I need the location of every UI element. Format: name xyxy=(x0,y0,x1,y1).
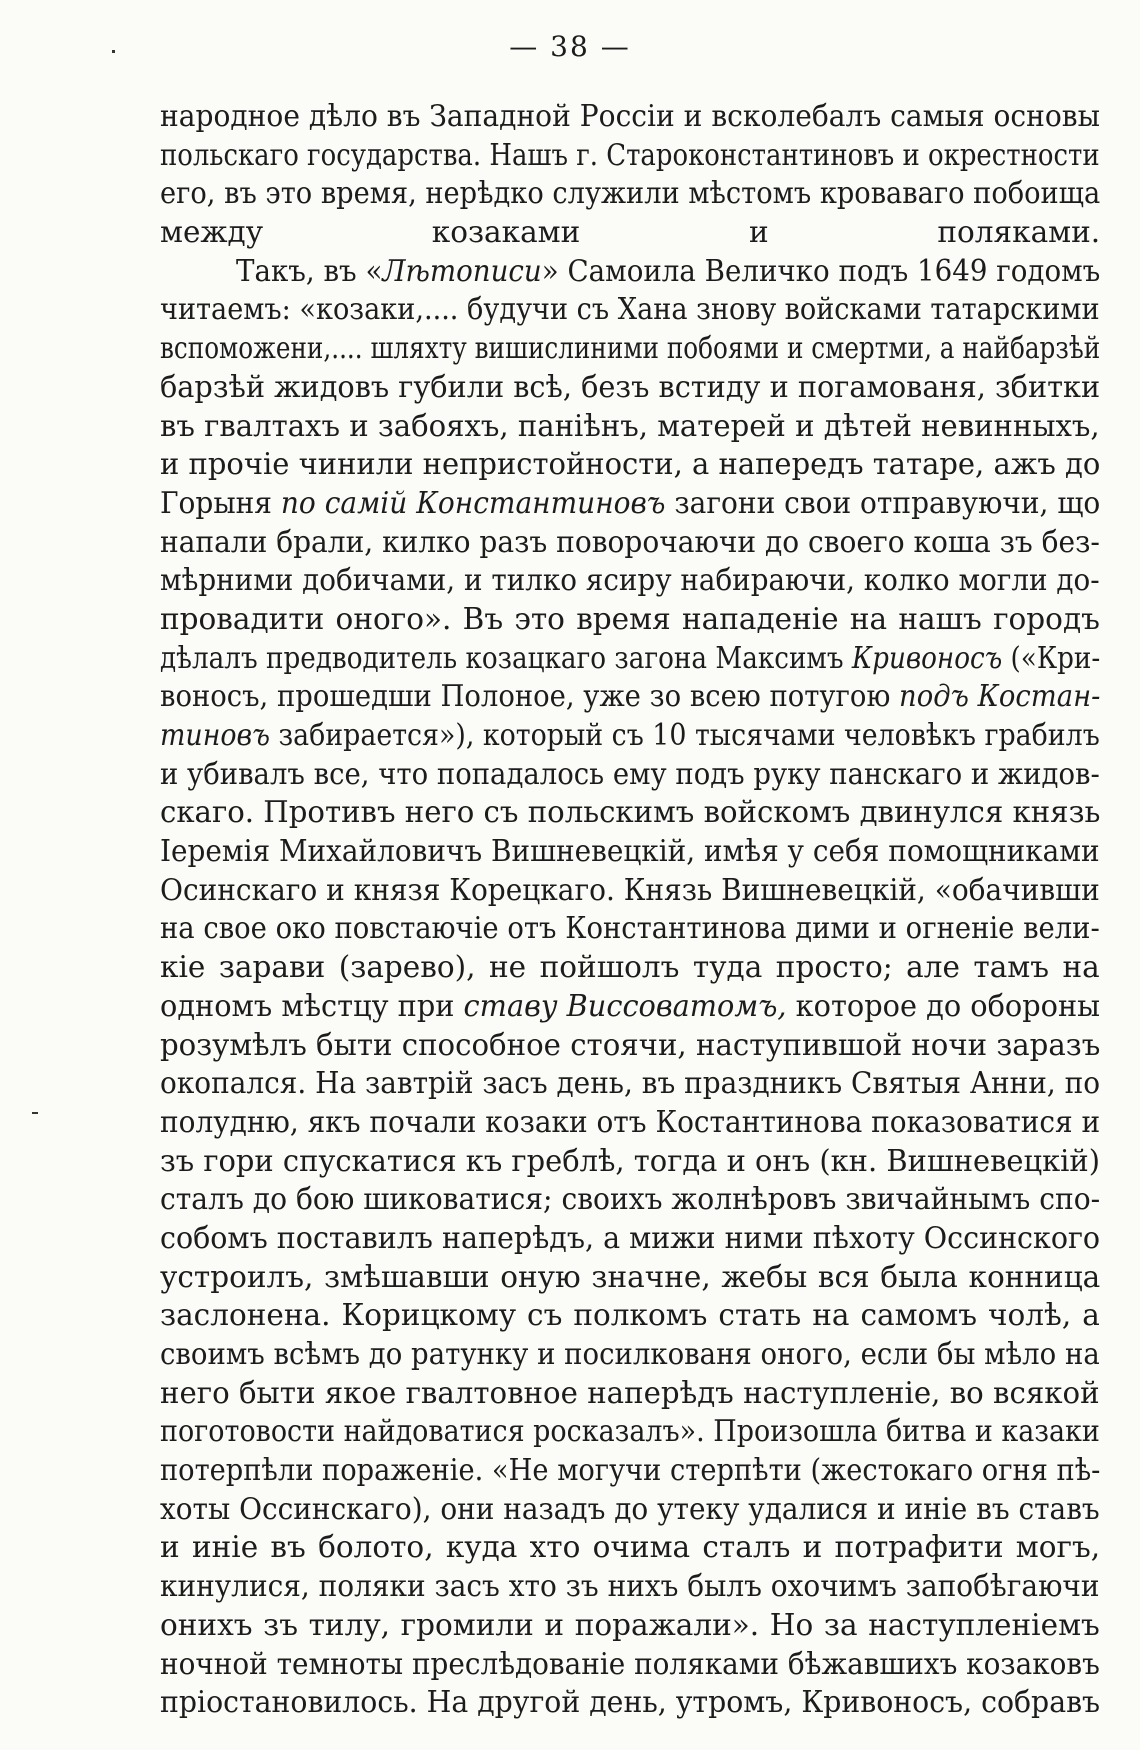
text-line xyxy=(160,1683,1100,1722)
text-segment: барзѣй жидовъ губили всѣ, безъ встиду и погамованя, збитки xyxy=(160,369,1100,404)
text-segment: розумѣлъ быти способное стоячи, наступившой ночи заразъ xyxy=(160,1027,1100,1062)
text-segment: пріостановилось. На другой день, утромъ, Кривоносъ, собравъ xyxy=(160,1685,1100,1720)
text-segment: Такъ, въ « xyxy=(236,253,383,288)
text-line xyxy=(160,523,1100,562)
text-line xyxy=(160,871,1100,910)
text-line xyxy=(160,445,1100,484)
text-segment: окопался. На завтрій засъ день, въ праздникъ Святыя Анни, по xyxy=(160,1066,1100,1101)
text-segment: зъ гори спускатися къ греблѣ, тогда и онъ (кн. Вишневецкій) xyxy=(160,1143,1100,1178)
text-line xyxy=(160,484,1100,523)
text-line xyxy=(160,1335,1100,1374)
text-segment: заслонена. Корицкому съ полкомъ стать на самомъ чолѣ, а xyxy=(160,1298,1100,1333)
text-segment: читаемъ: «козаки,.... будучи съ Хана зновy войсками татарскими xyxy=(160,292,1100,327)
text-segment: въ гвалтахъ и забояхъ, панiѣнъ, матерей и дѣтей невинныхъ, xyxy=(160,408,1100,443)
text-line xyxy=(160,97,1100,136)
text-line xyxy=(160,1296,1100,1335)
text-line xyxy=(160,329,1100,368)
text-line xyxy=(160,407,1100,446)
text-segment: и убивалъ все, что попадалось ему подъ руку панскаго и жидов- xyxy=(160,756,1100,791)
text-line xyxy=(160,174,1100,213)
text-line xyxy=(160,290,1100,329)
text-segment: мѣрними добичами, и тилко ясиру набираючи, колко могли до- xyxy=(160,563,1100,598)
text-segment: полудню, якъ почали козаки отъ Костантинова показоватися и xyxy=(160,1104,1100,1139)
text-segment: забирается»), который съ 10 тысячами человѣкъ грабилъ xyxy=(270,718,1100,752)
text-segment: и прочіе чинили непристойности, а напередъ татаре, ажъ до xyxy=(160,447,1100,482)
text-line xyxy=(160,793,1100,832)
text-segment: кіе зарави (зарево), не пойшолъ туда просто; але тамъ на xyxy=(160,950,1100,985)
text-segment: ночной темноты преслѣдованіе поляками бѣжавшихъ козаковъ xyxy=(160,1646,1100,1681)
text-segment: » Самоила Величко подъ 1649 годомъ xyxy=(541,253,1100,288)
text-line xyxy=(160,987,1100,1026)
text-segment: своимъ всѣмъ до ратунку и посилкованя оного, если бы мѣло на xyxy=(160,1337,1100,1371)
italic-text: Лѣтописи xyxy=(382,253,542,288)
text-segment: сталъ до бою шиковатися; своихъ жолнѣровъ звичайнымъ спо- xyxy=(160,1182,1100,1217)
text-segment: народное дѣло въ Западной Россіи и всколебалъ самыя основы xyxy=(160,99,1100,133)
italic-text: подъ Костан- xyxy=(899,679,1100,714)
text-segment: одномъ мѣстцу при xyxy=(160,988,464,1023)
text-line xyxy=(160,1026,1100,1065)
text-line xyxy=(160,909,1100,948)
text-line xyxy=(160,1606,1100,1645)
italic-text: тиновъ xyxy=(160,718,270,752)
text-line xyxy=(160,1412,1100,1451)
text-line xyxy=(160,1490,1100,1529)
text-line xyxy=(160,755,1100,794)
text-segment: провадити оного». Въ это время нападеніе на нашъ городъ xyxy=(160,601,1100,636)
margin-mark xyxy=(32,1112,38,1114)
text-segment: его, въ это время, нерѣдко служили мѣстомъ кроваваго побоища xyxy=(160,176,1100,211)
text-segment: собомъ поставилъ наперѣдъ, а мижи ними пѣхоту Оссинского xyxy=(160,1220,1100,1255)
text-line xyxy=(160,213,1100,252)
text-line xyxy=(160,136,1100,175)
text-segment: хоты Оссинскаго), они назадъ до утеку удалися и иніе въ ставъ xyxy=(160,1491,1100,1526)
text-line xyxy=(160,252,1100,291)
margin-dot xyxy=(112,50,115,53)
text-segment: Іеремія Михайловичъ Вишневецкій, имѣя у себя помощниками xyxy=(160,834,1100,869)
text-segment: кинулися, поляки засъ хто зъ нихъ былъ охочимъ запобѣгаючи xyxy=(160,1569,1100,1604)
text-segment: вспоможени,.... шляхту вишислиними побоями и смертми, а найбарзѣй xyxy=(160,331,1100,366)
text-line xyxy=(160,1142,1100,1181)
page-number: — 38 — xyxy=(509,30,631,63)
text-segment: дѣлалъ предводитель козацкаго загона Максимъ xyxy=(160,640,852,675)
body-text xyxy=(160,97,1100,1722)
text-segment: между козаками и поляками. xyxy=(160,215,1100,250)
text-segment: скаго. Противъ него съ польскимъ войскомъ двинулся князь xyxy=(160,795,1100,830)
text-line xyxy=(160,1374,1100,1413)
text-segment: поготовости найдоватися росказалъ». Произошла битва и казаки xyxy=(160,1414,1100,1449)
text-segment: Осинскаго и князя Корецкаго. Князь Вишневецкій, «обачивши xyxy=(160,872,1100,907)
italic-text: ставу Виссоватомъ, xyxy=(463,988,787,1023)
text-segment: на свое око повстаючіе отъ Константинова дими и огненіе вели- xyxy=(160,911,1100,946)
text-line xyxy=(160,561,1100,600)
text-line xyxy=(160,1528,1100,1567)
text-line xyxy=(160,1103,1100,1142)
text-line xyxy=(160,1180,1100,1219)
text-segment: и иніе въ болото, куда хто очима сталъ и потрафити могъ, xyxy=(160,1530,1100,1565)
text-line xyxy=(160,600,1100,639)
text-segment: напали брали, килко разъ поворочаючи до своего коша зъ без- xyxy=(160,524,1100,559)
text-segment: устроилъ, змѣшавши оную значне, жебы вся была конница xyxy=(160,1259,1100,1294)
text-segment: загони свои отправуючи, що xyxy=(665,485,1100,520)
text-segment: потерпѣли пораженіе. «Не могучи стерпѣти (жестокаго огня пѣ- xyxy=(160,1453,1100,1488)
text-segment: него быти якое гвалтовное наперѣдъ наступленіе, во всякой xyxy=(160,1375,1100,1410)
italic-text: по самій Константиновъ xyxy=(280,485,666,520)
text-line xyxy=(160,1258,1100,1297)
text-line xyxy=(160,1064,1100,1103)
text-line xyxy=(160,948,1100,987)
text-segment: польскаго государства. Нашъ г. Староконстантиновъ и окрестности xyxy=(160,137,1100,172)
text-line xyxy=(160,677,1100,716)
text-line xyxy=(160,1567,1100,1606)
text-line xyxy=(160,716,1100,755)
text-line xyxy=(160,1451,1100,1490)
text-segment: («Кри- xyxy=(1002,640,1100,675)
text-line xyxy=(160,368,1100,407)
text-line xyxy=(160,1645,1100,1684)
text-segment: воносъ, прошедши Полоное, уже зо всею потугою xyxy=(160,679,900,714)
text-segment: Горыня xyxy=(160,485,281,520)
text-segment: онихъ зъ тилу, громили и поражали». Но за наступленіемъ xyxy=(160,1607,1100,1642)
text-line xyxy=(160,1219,1100,1258)
italic-text: Кривоносъ xyxy=(851,640,1003,675)
text-segment: которое до обороны xyxy=(786,988,1100,1023)
text-line xyxy=(160,639,1100,678)
text-line xyxy=(160,832,1100,871)
